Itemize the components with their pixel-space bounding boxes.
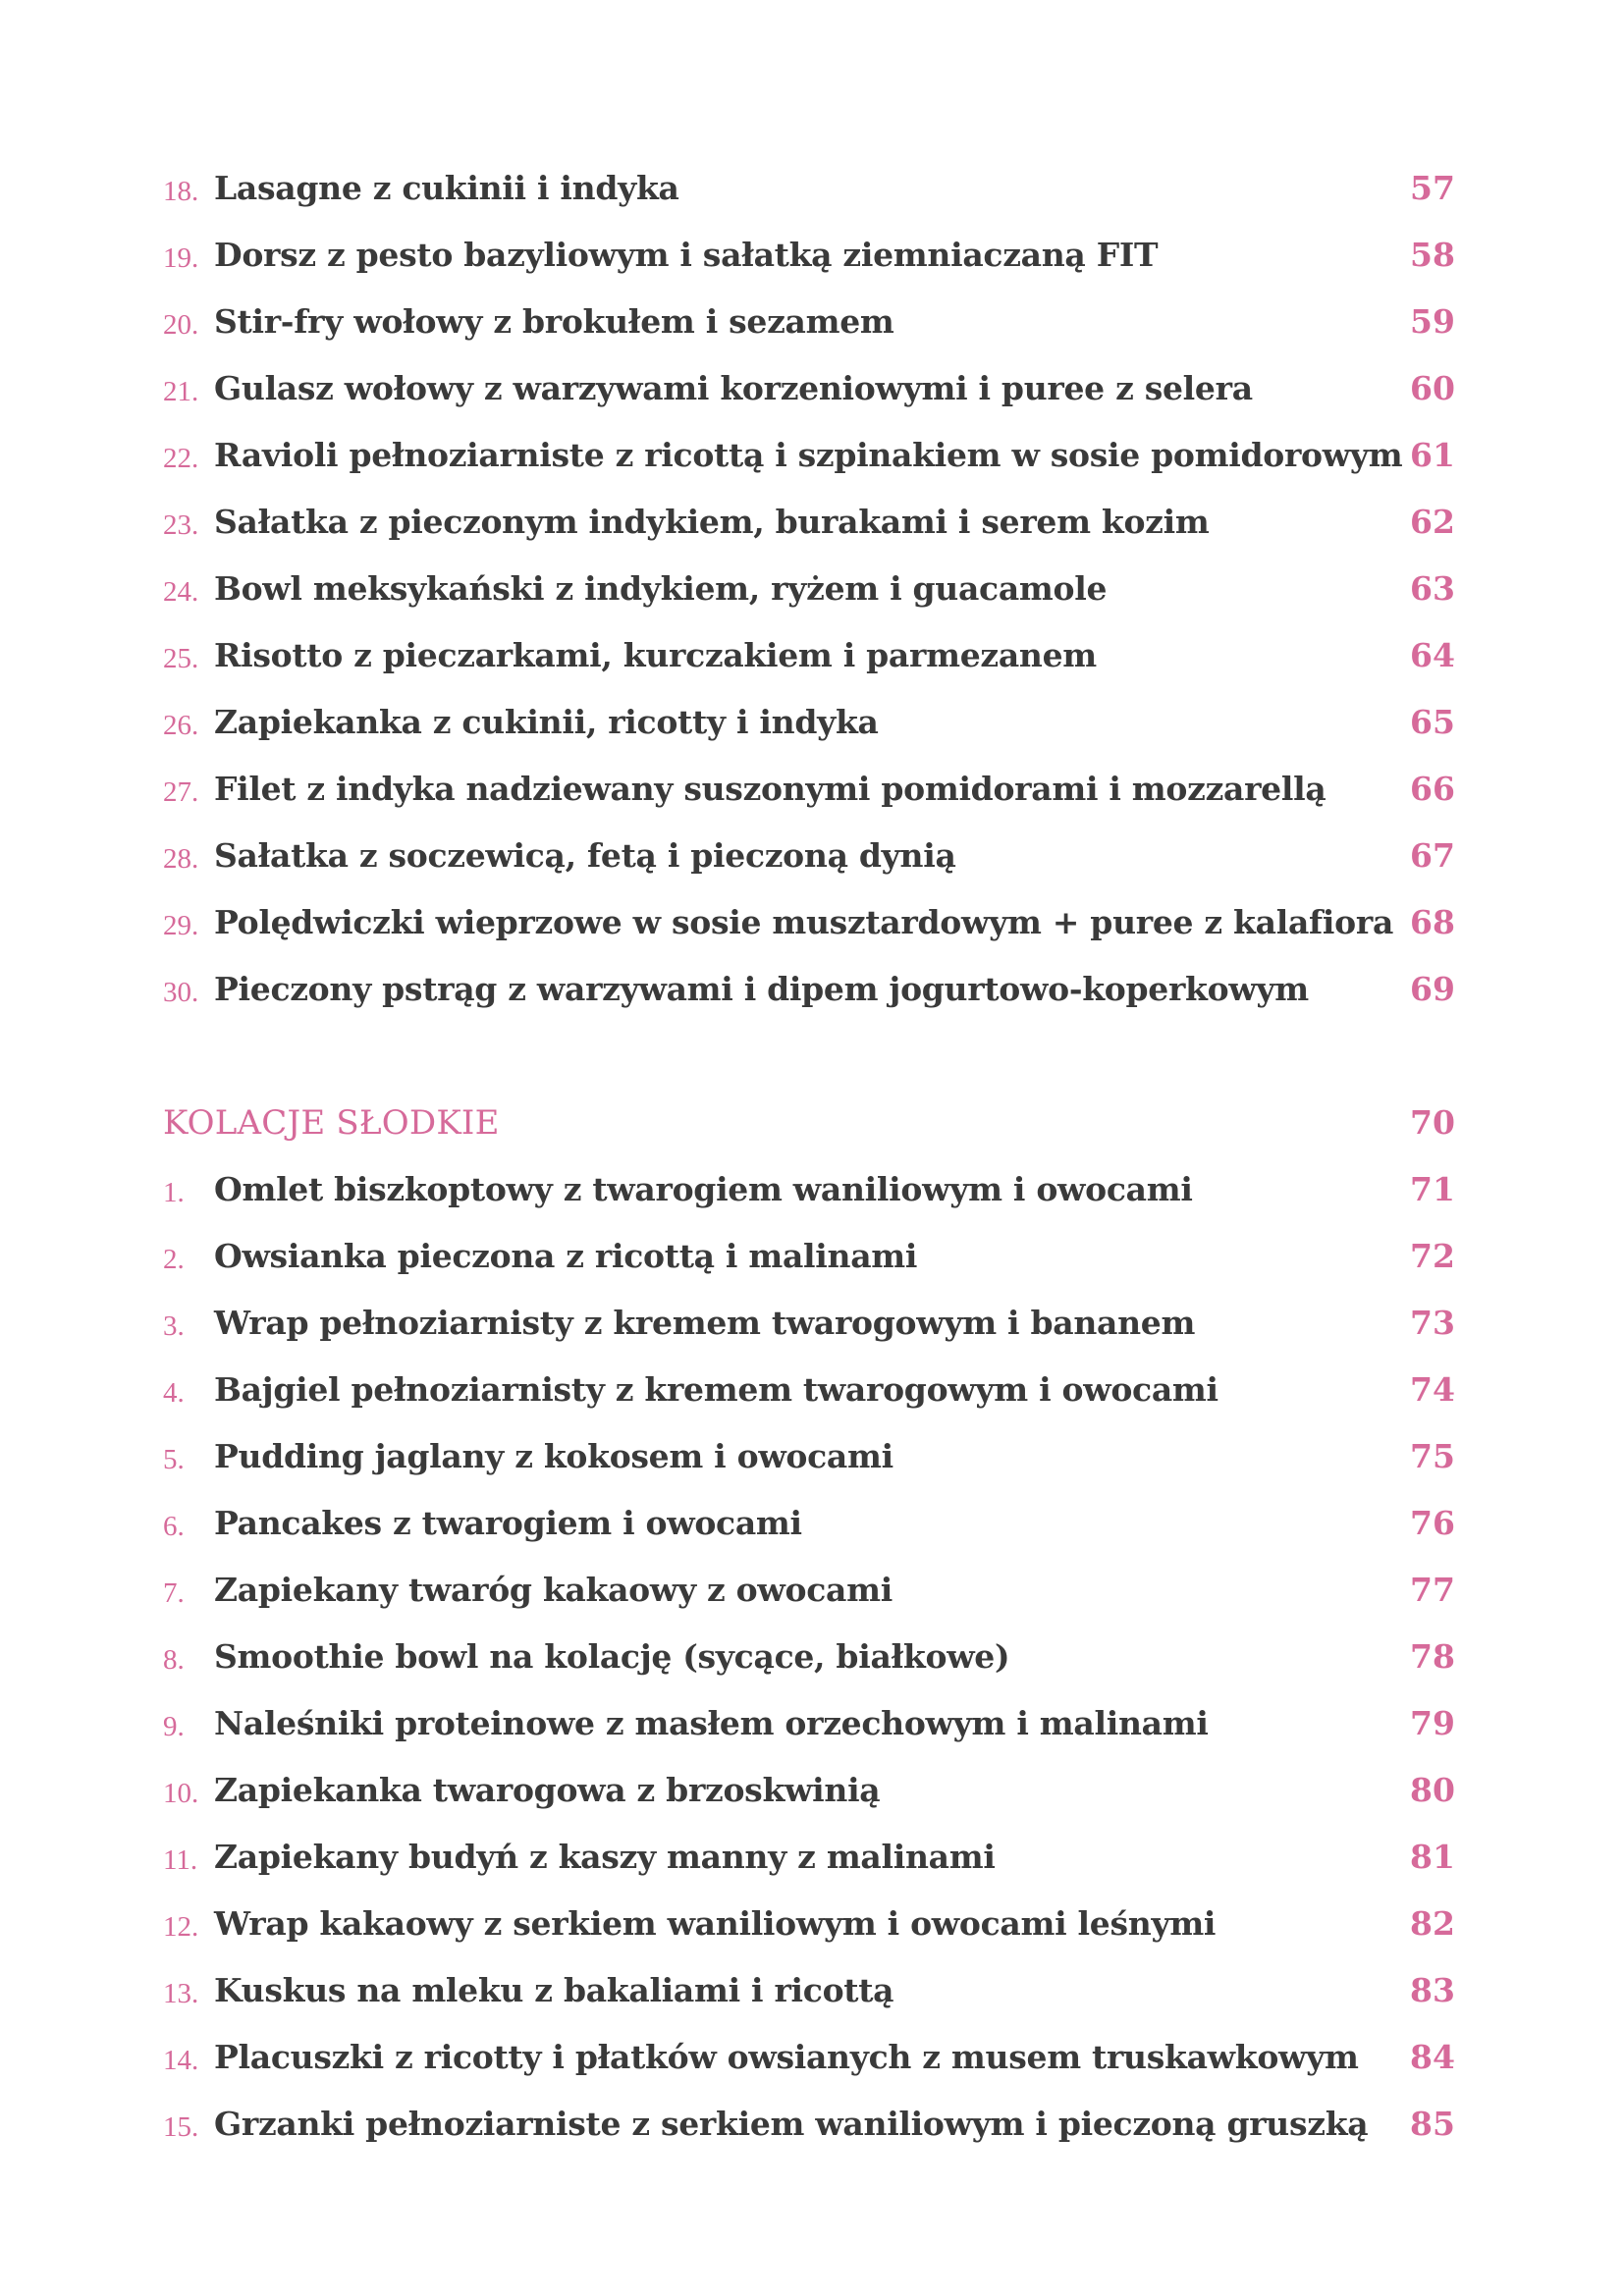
entry-number: 14.: [163, 2045, 199, 2076]
entry-page-number: 72: [1410, 1237, 1455, 1275]
entry-page-number: 59: [1410, 302, 1455, 341]
toc-entry[interactable]: [0, 1423, 1624, 1482]
entry-number: 23.: [163, 509, 199, 541]
entry-number: 27.: [163, 776, 199, 808]
entry-title: Dorsz z pesto bazyliowym i sałatką ziemniaczaną FIT: [214, 236, 1159, 274]
toc-entry[interactable]: [0, 1891, 1624, 1949]
entry-title: Owsianka pieczona z ricottą i malinami: [214, 1237, 918, 1275]
entry-page-number: 66: [1410, 770, 1455, 808]
entry-number: 10.: [163, 1778, 199, 1809]
toc-entry[interactable]: [0, 2024, 1624, 2083]
toc-entry[interactable]: [0, 689, 1624, 748]
entry-number: 13.: [163, 1978, 199, 2009]
entry-number: 8.: [163, 1644, 185, 1676]
entry-number: 12.: [163, 1911, 199, 1943]
entry-page-number: 81: [1410, 1838, 1455, 1876]
toc-entry[interactable]: [0, 1690, 1624, 1749]
entry-number: 25.: [163, 643, 199, 674]
toc-entry[interactable]: [0, 1957, 1624, 2016]
entry-title: Omlet biszkoptowy z twarogiem waniliowym i owocami: [214, 1170, 1193, 1208]
entry-page-number: 68: [1410, 903, 1455, 941]
entry-number: 30.: [163, 977, 199, 1008]
entry-title: Ravioli pełnoziarniste z ricottą i szpinakiem w sosie pomidorowym: [214, 436, 1403, 474]
entry-page-number: 78: [1410, 1637, 1455, 1676]
entry-title: Sałatka z soczewicą, fetą i pieczoną dynią: [214, 836, 956, 875]
entry-number: 28.: [163, 843, 199, 875]
entry-number: 7.: [163, 1577, 185, 1609]
entry-page-number: 83: [1410, 1971, 1455, 2009]
entry-page-number: 63: [1410, 569, 1455, 608]
toc-entry[interactable]: [0, 1156, 1624, 1215]
toc-entry[interactable]: [0, 956, 1624, 1015]
entry-page-number: 85: [1410, 2105, 1455, 2143]
entry-page-number: 67: [1410, 836, 1455, 875]
entry-title: Gulasz wołowy z warzywami korzeniowymi i puree z selera: [214, 369, 1253, 407]
toc-entry[interactable]: [0, 556, 1624, 614]
entry-title: Grzanki pełnoziarniste z serkiem waniliowym i pieczoną gruszką: [214, 2105, 1369, 2143]
entry-title: Zapiekanka z cukinii, ricotty i indyka: [214, 703, 879, 741]
toc-entry[interactable]: [0, 622, 1624, 681]
entry-number: 26.: [163, 710, 199, 741]
entry-number: 18.: [163, 176, 199, 207]
toc-entry[interactable]: [0, 823, 1624, 881]
entry-number: 9.: [163, 1711, 185, 1742]
entry-page-number: 76: [1410, 1504, 1455, 1542]
toc-entry[interactable]: [0, 1490, 1624, 1549]
entry-title: Filet z indyka nadziewany suszonymi pomidorami i mozzarellą: [214, 770, 1326, 808]
entry-page-number: 82: [1410, 1904, 1455, 1943]
entry-number: 6.: [163, 1511, 185, 1542]
entry-number: 11.: [163, 1844, 198, 1876]
entry-number: 3.: [163, 1310, 185, 1342]
toc-entry[interactable]: [0, 1557, 1624, 1616]
entry-page-number: 64: [1410, 636, 1455, 674]
entry-title: Lasagne z cukinii i indyka: [214, 169, 679, 207]
entry-title: Sałatka z pieczonym indykiem, burakami i serem kozim: [214, 503, 1210, 541]
section-page-number: 70: [1410, 1103, 1455, 1142]
toc-entry[interactable]: [0, 422, 1624, 481]
entry-page-number: 79: [1410, 1704, 1455, 1742]
entry-title: Zapiekanka twarogowa z brzoskwinią: [214, 1771, 881, 1809]
entry-page-number: 73: [1410, 1304, 1455, 1342]
entry-number: 20.: [163, 309, 199, 341]
entry-page-number: 71: [1410, 1170, 1455, 1208]
entry-page-number: 74: [1410, 1370, 1455, 1409]
entry-number: 15.: [163, 2111, 199, 2143]
toc-entry[interactable]: [0, 489, 1624, 548]
entry-title: Pancakes z twarogiem i owocami: [214, 1504, 802, 1542]
section-heading[interactable]: [0, 1090, 1624, 1148]
toc-entry[interactable]: [0, 1290, 1624, 1349]
entry-page-number: 84: [1410, 2038, 1455, 2076]
entry-number: 29.: [163, 910, 199, 941]
toc-entry[interactable]: [0, 1757, 1624, 1816]
toc-entry[interactable]: [0, 1223, 1624, 1282]
entry-title: Smoothie bowl na kolację (sycące, białkowe): [214, 1637, 1010, 1676]
toc-entry[interactable]: [0, 355, 1624, 414]
entry-title: Wrap kakaowy z serkiem waniliowym i owocami leśnymi: [214, 1904, 1217, 1943]
entry-number: 5.: [163, 1444, 185, 1475]
entry-number: 22.: [163, 443, 199, 474]
entry-title: Bajgiel pełnoziarnisty z kremem twarogowym i owocami: [214, 1370, 1218, 1409]
toc-entry[interactable]: [0, 155, 1624, 214]
entry-number: 24.: [163, 576, 199, 608]
toc-entry[interactable]: [0, 222, 1624, 281]
entry-number: 4.: [163, 1377, 185, 1409]
entry-page-number: 65: [1410, 703, 1455, 741]
entry-page-number: 61: [1410, 436, 1455, 474]
entry-page-number: 57: [1410, 169, 1455, 207]
entry-page-number: 80: [1410, 1771, 1455, 1809]
entry-title: Stir-fry wołowy z brokułem i sezamem: [214, 302, 894, 341]
toc-entry[interactable]: [0, 1824, 1624, 1883]
entry-number: 21.: [163, 376, 199, 407]
entry-title: Polędwiczki wieprzowe w sosie musztardowym + puree z kalafiora: [214, 903, 1394, 941]
entry-page-number: 58: [1410, 236, 1455, 274]
entry-title: Risotto z pieczarkami, kurczakiem i parmezanem: [214, 636, 1097, 674]
entry-number: 2.: [163, 1244, 185, 1275]
entry-title: Pudding jaglany z kokosem i owocami: [214, 1437, 893, 1475]
entry-page-number: 75: [1410, 1437, 1455, 1475]
toc-entry[interactable]: [0, 1357, 1624, 1415]
entry-title: Bowl meksykański z indykiem, ryżem i guacamole: [214, 569, 1108, 608]
entry-title: Naleśniki proteinowe z masłem orzechowym i malinami: [214, 1704, 1209, 1742]
entry-title: Kuskus na mleku z bakaliami i ricottą: [214, 1971, 894, 2009]
entry-page-number: 69: [1410, 970, 1455, 1008]
entry-page-number: 60: [1410, 369, 1455, 407]
toc-entry[interactable]: [0, 756, 1624, 815]
section-title: KOLACJE SŁODKIE: [163, 1103, 500, 1143]
entry-page-number: 62: [1410, 503, 1455, 541]
toc-entry[interactable]: [0, 289, 1624, 347]
entry-title: Pieczony pstrąg z warzywami i dipem jogurtowo-koperkowym: [214, 970, 1309, 1008]
toc-entry[interactable]: [0, 889, 1624, 948]
entry-title: Wrap pełnoziarnisty z kremem twarogowym i bananem: [214, 1304, 1196, 1342]
entry-page-number: 77: [1410, 1571, 1455, 1609]
toc-entry[interactable]: [0, 2091, 1624, 2150]
entry-number: 19.: [163, 242, 199, 274]
entry-title: Zapiekany twaróg kakaowy z owocami: [214, 1571, 893, 1609]
entry-number: 1.: [163, 1177, 185, 1208]
entry-title: Placuszki z ricotty i płatków owsianych z musem truskawkowym: [214, 2038, 1359, 2076]
toc-entry[interactable]: [0, 1624, 1624, 1682]
entry-title: Zapiekany budyń z kaszy manny z malinami: [214, 1838, 996, 1876]
